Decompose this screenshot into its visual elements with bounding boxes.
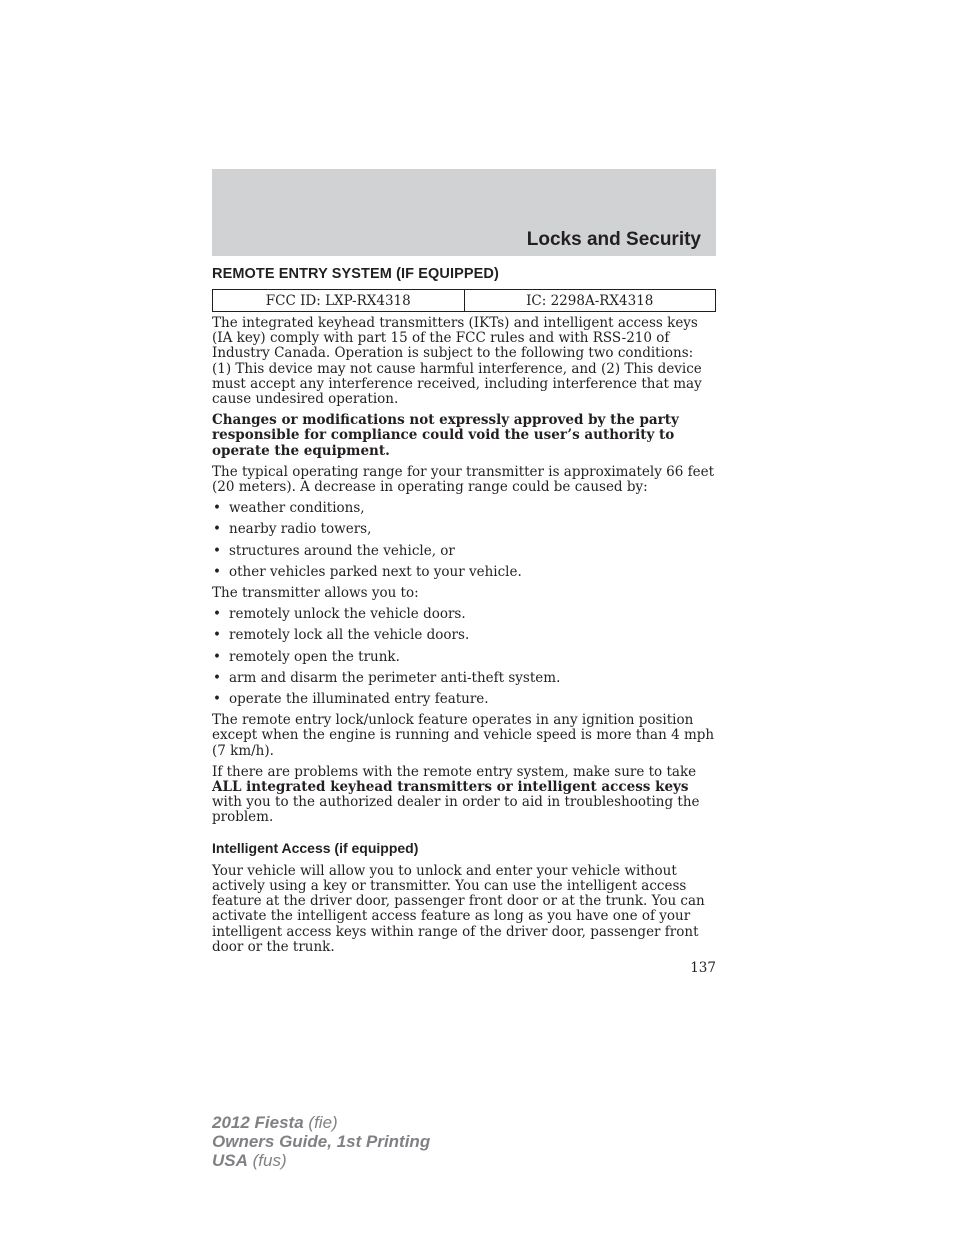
subsection-heading: Intelligent Access (if equipped) — [212, 839, 419, 856]
footer — [212, 1113, 430, 1170]
problems-paragraph: If there are problems with the remote entry system, make sure to take ALL integrated keyhead transmitters or intelligent access keys with you to the authorized dealer in order to aid in troubleshooting the problem. — [212, 763, 700, 826]
page-content — [212, 266, 716, 961]
list-item: • arm and disarm the perimeter anti-theft system. — [213, 669, 561, 686]
id-table — [212, 289, 716, 312]
list-item: • other vehicles parked next to your vehicle. — [213, 563, 522, 580]
footer-line-guide: Owners Guide, 1st Printing — [212, 1132, 431, 1151]
list-item: • remotely lock all the vehicle doors. — [213, 627, 470, 644]
allows-paragraph: The transmitter allows you to: — [212, 585, 419, 602]
footer-line-model: 2012 Fiesta (fie) — [212, 1113, 338, 1132]
list-item: • remotely open the trunk. — [213, 648, 400, 665]
footer-line-market: USA (fus) — [212, 1151, 287, 1170]
section-heading: REMOTE ENTRY SYSTEM (IF EQUIPPED) — [212, 266, 499, 282]
range-paragraph: The typical operating range for your transmitter is approximately 66 feet (20 meters). A decrease in operating range could be caused by: — [212, 463, 715, 496]
list-item: • structures around the vehicle, or — [213, 542, 455, 559]
ignition-paragraph: The remote entry lock/unlock feature operates in any ignition position except when the engine is running and vehicle speed is more than 4 mph (7 km/h). — [212, 712, 715, 759]
list-item: • weather conditions, — [213, 500, 365, 517]
ic-id-cell: IC: 2298A-RX4318 — [464, 290, 716, 311]
compliance-paragraph: The integrated keyhead transmitters (IKTs) and intelligent access keys (IA key) comply with part 15 of the FCC rules and with RSS-210 of Industry Canada. Operation is subject to the following two conditions: (1) This device may not cause harmful interference, and (2) This device must accept any interference received, including interference that may cause undesired operation. — [212, 315, 702, 408]
list-item: • operate the illuminated entry feature. — [213, 691, 489, 708]
header-title: Locks and Security — [526, 229, 701, 250]
page-number: 137 — [690, 960, 716, 976]
range-causes-list — [212, 501, 716, 580]
fcc-id-cell: FCC ID: LXP-RX4318 — [265, 292, 411, 309]
header-band — [212, 169, 716, 256]
allows-list — [212, 607, 716, 707]
intelligent-access-paragraph: Your vehicle will allow you to unlock and enter your vehicle without actively using a key or transmitter. You can use the intelligent access feature at the driver door, passenger front door or at the trunk. You can activate the intelligent access feature as long as you have one of your intelligent access keys within range of the driver door, passenger front door or the trunk. — [212, 862, 705, 955]
warning-paragraph: Changes or modifications not expressly approved by the party responsible for compliance could void the user’s authority to operate the equipment. — [212, 412, 679, 459]
list-item: • remotely unlock the vehicle doors. — [213, 606, 466, 623]
list-item: • nearby radio towers, — [213, 521, 372, 538]
